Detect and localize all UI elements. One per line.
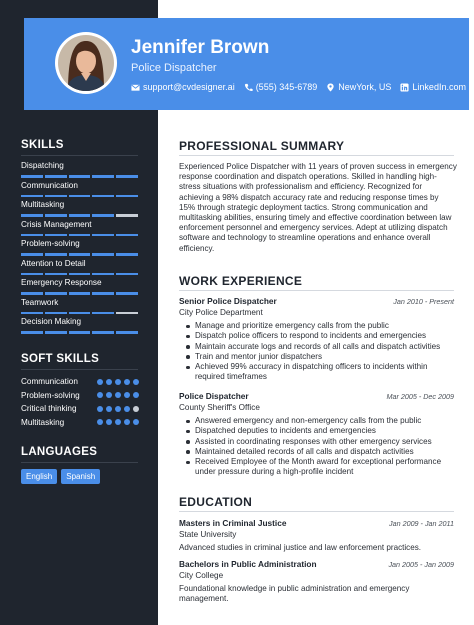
education-description: Advanced studies in criminal justice and law enforcement practices. [179, 543, 422, 552]
rating-dot [97, 379, 103, 385]
skill-label: Attention to Detail [21, 258, 86, 268]
skill-level-segment [21, 175, 43, 178]
rating-dot [124, 392, 130, 398]
skill-label: Decision Making [21, 317, 82, 326]
email-icon [131, 83, 140, 92]
skill-level-segment [116, 195, 138, 198]
rating-dot [115, 379, 121, 385]
skill-level-bar [21, 234, 138, 237]
education-school: State University [179, 530, 237, 539]
rating-dot [133, 392, 139, 398]
skill-level-bar [21, 214, 138, 217]
job-bullet: Dispatch police officers to respond to incidents and emergencies [185, 331, 457, 341]
job-role: Police Dispatcher [179, 391, 249, 401]
rating-dot [106, 419, 112, 425]
contact-row [131, 82, 466, 92]
summary-divider [179, 155, 454, 156]
job-bullet: Assisted in coordinating responses with other emergency services [185, 437, 457, 447]
summary-text: Experienced Police Dispatcher with 11 years of proven success in emergency response coordination and dispatch operations. Skilled in handling high-stress situations with professionalism and efficiency. Recognized for achieving a 98% dispatch accuracy rate and reducing response times by 15% through strategic deployment tactics. Strong communication and multitasking abilities, ensuring timely and effective coordination between law enforcement personnel and emergency services. Adept at utilizing dispatch software and technology to streamline operations and enhance overall efficiency. [179, 162, 457, 253]
rating-dot [133, 406, 139, 412]
skills-heading: SKILLS [21, 139, 64, 151]
job-header [179, 296, 454, 306]
skill-item [21, 220, 138, 237]
linkedin-icon [400, 83, 409, 92]
soft-skills-divider [21, 369, 138, 370]
skill-item [21, 161, 138, 178]
rating-dot [106, 379, 112, 385]
skill-label: Emergency Response [21, 278, 102, 287]
job-dates: Jan 2010 - Present [393, 297, 454, 306]
contact-linkedin[interactable] [400, 82, 466, 92]
skill-label: Crisis Management [21, 219, 92, 229]
rating-dot [124, 419, 130, 425]
skill-level-segment [116, 234, 138, 237]
skill-level-bar [21, 312, 138, 315]
skill-item [21, 278, 138, 295]
contact-email[interactable] [131, 82, 235, 92]
skill-level-segment [45, 331, 67, 334]
skill-level-segment [21, 312, 43, 315]
soft-skill-rating [97, 406, 139, 412]
contact-location-text: NewYork, US [338, 82, 392, 92]
candidate-name: Jennifer Brown [131, 37, 270, 58]
soft-skills-heading: SOFT SKILLS [21, 353, 100, 365]
education-header [179, 559, 454, 569]
skill-item [21, 259, 138, 276]
skill-item [21, 317, 138, 334]
skill-label: Multitasking [21, 200, 65, 209]
job-bullets [185, 416, 457, 478]
rating-dot [133, 419, 139, 425]
skill-level-segment [92, 292, 114, 295]
skill-level-segment [21, 273, 43, 276]
soft-skill-rating [97, 392, 139, 398]
skill-level-segment [116, 175, 138, 178]
job-org: County Sheriff's Office [179, 403, 260, 412]
rating-dot [124, 406, 130, 412]
soft-skill-item [21, 391, 139, 400]
rating-dot [106, 392, 112, 398]
rating-dot [133, 379, 139, 385]
soft-skill-rating [97, 419, 139, 425]
job-header [179, 391, 454, 401]
skill-level-segment [45, 234, 67, 237]
summary-heading: PROFESSIONAL SUMMARY [179, 139, 345, 153]
skill-label: Problem-solving [21, 239, 80, 248]
skill-level-segment [116, 331, 138, 334]
profile-photo [55, 32, 117, 94]
skill-level-bar [21, 195, 138, 198]
skill-level-bar [21, 292, 138, 295]
job-bullet: Maintain accurate logs and records of all calls and dispatch activities [185, 342, 457, 352]
soft-skill-label: Problem-solving [21, 390, 80, 400]
education-dates: Jan 2009 - Jan 2011 [388, 519, 454, 528]
contact-phone[interactable] [244, 82, 318, 92]
job-bullet: Maintained detailed records of all calls and dispatch activities [185, 447, 457, 457]
skill-level-segment [92, 214, 114, 217]
skill-level-segment [69, 331, 91, 334]
job-org: City Police Department [179, 308, 263, 317]
education-degree: Masters in Criminal Justice [179, 518, 287, 528]
skill-level-segment [69, 312, 91, 315]
skill-level-segment [92, 312, 114, 315]
skill-level-bar [21, 273, 138, 276]
rating-dot [97, 406, 103, 412]
rating-dot [115, 392, 121, 398]
skill-label: Dispatching [21, 161, 64, 170]
skill-level-segment [116, 273, 138, 276]
skill-level-bar [21, 331, 138, 334]
education-dates: Jan 2005 - Jan 2009 [388, 560, 454, 569]
languages-heading: LANGUAGES [21, 446, 98, 458]
rating-dot [97, 392, 103, 398]
soft-skill-label: Communication [21, 377, 78, 386]
experience-heading: WORK EXPERIENCE [179, 274, 303, 288]
skill-item [21, 181, 138, 198]
skill-level-segment [92, 253, 114, 256]
skill-level-segment [21, 234, 43, 237]
location-pin-icon [326, 83, 335, 92]
rating-dot [124, 379, 130, 385]
contact-linkedin-text: LinkedIn.com [412, 82, 466, 92]
skill-level-segment [45, 214, 67, 217]
skill-item [21, 298, 138, 315]
skill-level-bar [21, 175, 138, 178]
phone-icon [244, 83, 253, 92]
rating-dot [115, 419, 121, 425]
skill-item [21, 200, 138, 217]
skill-level-segment [45, 195, 67, 198]
education-header [179, 518, 454, 528]
skill-level-segment [69, 195, 91, 198]
job-bullet: Achieved 99% accuracy in dispatching officers to incidents within required timeframes [185, 362, 457, 383]
job-bullet: Train and mentor junior dispatchers [185, 352, 457, 362]
skill-level-segment [69, 214, 91, 217]
skill-level-segment [45, 312, 67, 315]
skill-level-segment [92, 175, 114, 178]
skill-item [21, 239, 138, 256]
job-bullet: Answered emergency and non-emergency calls from the public [185, 416, 457, 426]
language-chip: Spanish [61, 469, 100, 484]
skill-level-segment [69, 292, 91, 295]
languages-list [21, 469, 100, 484]
skill-level-segment [45, 273, 67, 276]
skill-level-segment [69, 234, 91, 237]
skill-level-segment [69, 273, 91, 276]
skill-level-bar [21, 253, 138, 256]
skill-level-segment [21, 195, 43, 198]
rating-dot [97, 419, 103, 425]
soft-skill-item [21, 418, 139, 427]
skill-level-segment [92, 195, 114, 198]
soft-skill-label: Multitasking [21, 417, 65, 427]
job-bullet: Dispatched deputies to incidents and emergencies [185, 426, 457, 436]
language-chip: English [21, 469, 57, 484]
skill-level-segment [21, 214, 43, 217]
skill-label: Teamwork [21, 297, 59, 307]
avatar-portrait [58, 35, 114, 91]
soft-skill-label: Critical thinking [21, 404, 77, 413]
job-role: Senior Police Dispatcher [179, 296, 277, 306]
candidate-title: Police Dispatcher [131, 62, 217, 74]
education-heading: EDUCATION [179, 495, 253, 509]
skill-level-segment [21, 292, 43, 295]
job-dates: Mar 2005 - Dec 2009 [386, 392, 454, 401]
soft-skill-rating [97, 379, 139, 385]
education-divider [179, 511, 454, 512]
skill-label: Communication [21, 180, 78, 190]
soft-skill-item [21, 404, 139, 413]
job-bullet: Manage and prioritize emergency calls from the public [185, 321, 457, 331]
contact-phone-text: (555) 345-6789 [255, 82, 318, 92]
contact-email-text: support@cvdesigner.ai [143, 82, 235, 92]
languages-divider [21, 462, 138, 463]
skill-level-segment [92, 273, 114, 276]
skill-level-segment [69, 175, 91, 178]
job-bullets [185, 321, 457, 383]
skill-level-segment [116, 312, 138, 315]
skill-level-segment [21, 331, 43, 334]
skill-level-segment [45, 175, 67, 178]
skill-level-segment [92, 331, 114, 334]
skill-level-segment [45, 292, 67, 295]
skill-level-segment [45, 253, 67, 256]
rating-dot [115, 406, 121, 412]
contact-location [326, 82, 391, 92]
rating-dot [106, 406, 112, 412]
experience-divider [179, 290, 454, 291]
skill-level-segment [116, 292, 138, 295]
skills-divider [21, 155, 138, 156]
job-bullet: Received Employee of the Month award for exceptional performance under pressure during a high-profile incident [185, 457, 457, 478]
skill-level-segment [116, 253, 138, 256]
skill-level-segment [116, 214, 138, 217]
education-degree: Bachelors in Public Administration [179, 559, 317, 569]
skill-level-segment [21, 253, 43, 256]
soft-skill-item [21, 377, 139, 386]
education-school: City College [179, 571, 224, 580]
education-description: Foundational knowledge in public administration and emergency management. [179, 584, 410, 604]
skill-level-segment [92, 234, 114, 237]
skill-level-segment [69, 253, 91, 256]
